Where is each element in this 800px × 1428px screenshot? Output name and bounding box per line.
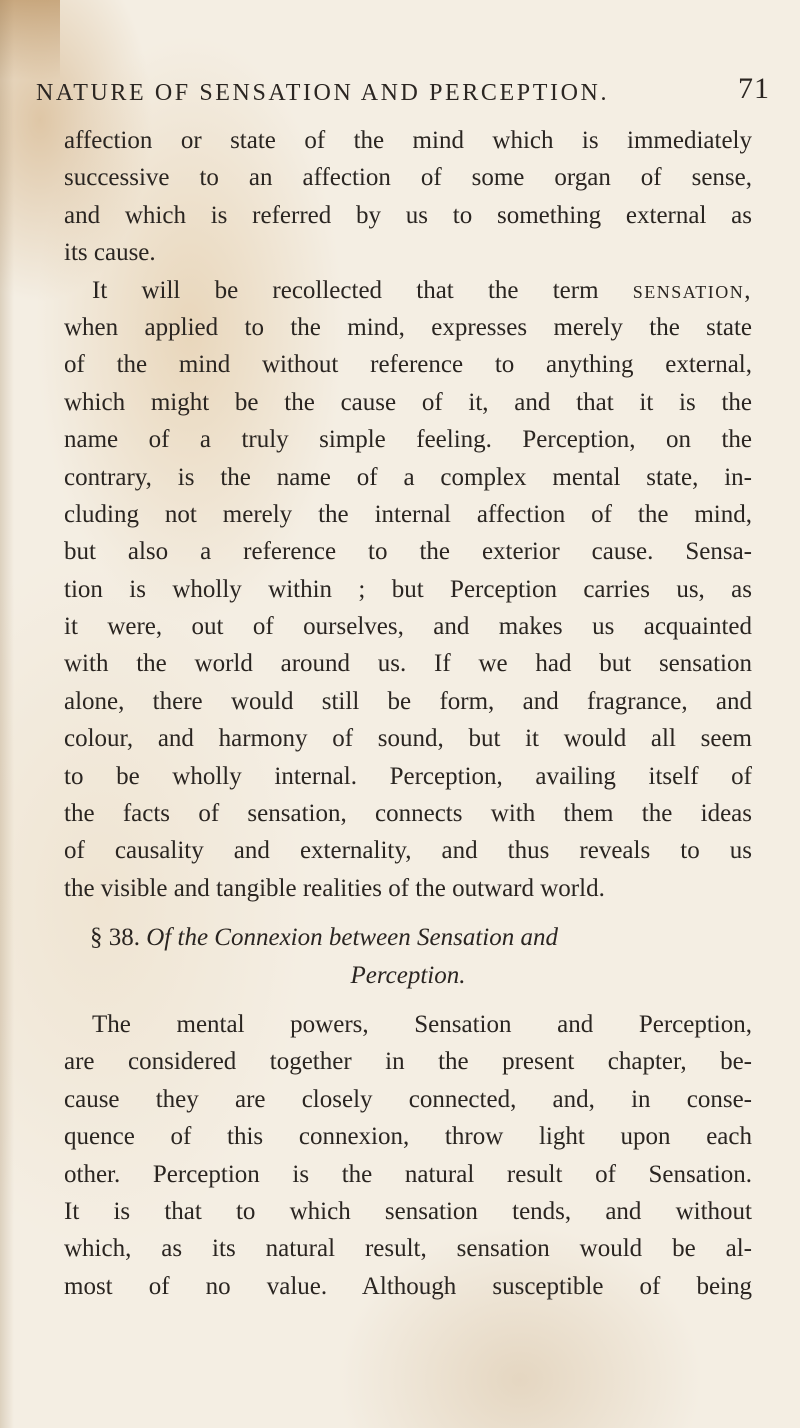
section-number: § 38. bbox=[90, 924, 140, 952]
text-line: successive to an affection of some organ of sense, bbox=[64, 164, 752, 192]
text-line: which might be the cause of it, and that it is the bbox=[64, 388, 752, 416]
text-line: which, as its natural result, sensation would be al- bbox=[64, 1235, 752, 1263]
text-line: and which is referred by us to something external as bbox=[64, 201, 752, 229]
text-line: most of no value. Although susceptible of being bbox=[64, 1272, 752, 1300]
text-line: contrary, is the name of a complex mental state, in- bbox=[64, 463, 752, 491]
text-line: its cause. bbox=[64, 239, 156, 267]
text-line: with the world around us. If we had but sensation bbox=[64, 650, 752, 678]
running-header bbox=[36, 72, 770, 107]
text-line: affection or state of the mind which is immediately bbox=[64, 127, 752, 154]
text-line: to be wholly internal. Perception, availing itself of bbox=[64, 762, 752, 790]
running-title: NATURE OF SENSATION AND PERCEPTION. bbox=[36, 80, 610, 106]
text-line: name of a truly simple feeling. Perception, on the bbox=[64, 426, 752, 454]
text-line: other. Perception is the natural result of Sensation. bbox=[64, 1160, 752, 1188]
spacer bbox=[64, 907, 752, 919]
text-line: of causality and externality, and thus reveals to us bbox=[64, 837, 752, 865]
text-line: it were, out of ourselves, and makes us acquainted bbox=[64, 613, 752, 641]
text-run: It will be recollected that the term bbox=[92, 276, 599, 304]
section-heading bbox=[64, 919, 752, 956]
section-title: Of the Connexion between Sensation and bbox=[146, 924, 558, 952]
spacer bbox=[64, 994, 752, 1006]
text-line: cluding not merely the internal affection of the mind, bbox=[64, 500, 752, 528]
text-line: It is that to which sensation tends, and without bbox=[64, 1197, 752, 1225]
text-line: alone, there would still be form, and fragrance, and bbox=[64, 687, 752, 715]
text-line: tion is wholly within ; but Perception carries us, as bbox=[64, 575, 752, 603]
text-line: cause they are closely connected, and, in conse- bbox=[64, 1085, 752, 1113]
page-edge-shadow bbox=[0, 0, 14, 1428]
page-number: 71 bbox=[738, 72, 770, 105]
section-title-continued: Perception. bbox=[350, 961, 466, 989]
page-body bbox=[64, 122, 752, 1305]
text-line: The mental powers, Sensation and Perception, bbox=[92, 1010, 752, 1038]
text-line: the visible and tangible realities of the outward world. bbox=[64, 874, 605, 902]
text-line: but also a reference to the exterior cause. Sensa- bbox=[64, 538, 752, 566]
term-sensation: sensation, bbox=[632, 276, 753, 304]
text-line: of the mind without reference to anything external, bbox=[64, 351, 752, 379]
text-line: the facts of sensation, connects with them the ideas bbox=[64, 800, 752, 828]
text-line: colour, and harmony of sound, but it would all seem bbox=[64, 725, 752, 753]
text-line: are considered together in the present chapter, be- bbox=[64, 1048, 752, 1076]
text-line: when applied to the mind, expresses merely the state bbox=[64, 313, 752, 341]
paragraph-first-line bbox=[64, 272, 752, 309]
text-line: quence of this connexion, throw light upon each bbox=[64, 1123, 752, 1151]
